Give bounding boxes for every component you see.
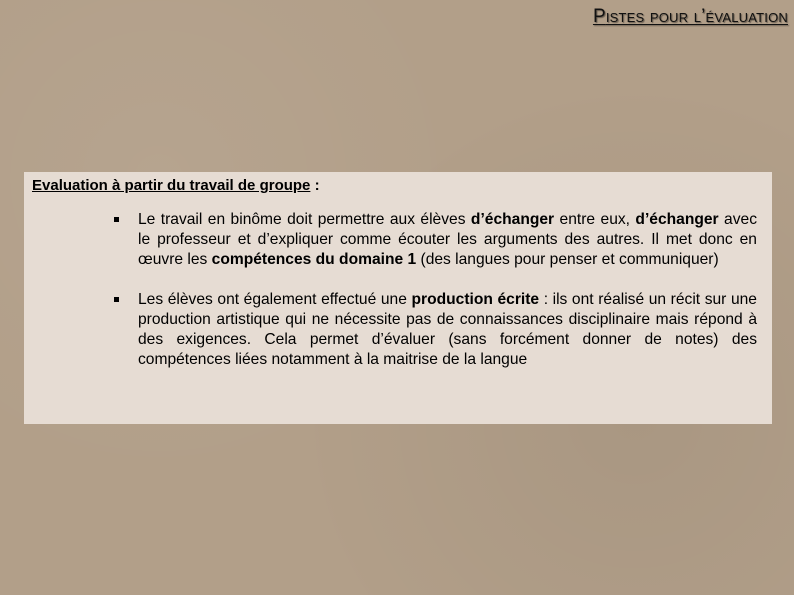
bullet-text: avec le professeur et d’expliquer comme écouter les arguments des autres. Il met donc en œuvre les xyxy=(138,211,757,268)
bullet-text: Le travail en binôme doit permettre aux élèves xyxy=(138,211,471,228)
bullet-text: : ils ont réalisé un récit sur une production artistique qui ne nécessite pas de connaissances disciplinaire mais répond à des exigences. Cela permet d’évaluer (sans forcément donner de notes) des compétences liées notamment à la maitrise de la langue xyxy=(138,291,757,368)
slide-title-initial: P xyxy=(592,6,606,27)
bullet-emphasis: production écrite xyxy=(411,291,540,308)
bullet-emphasis: d’échanger xyxy=(470,211,555,228)
square-bullet-icon xyxy=(114,217,119,222)
bullet-text: Les élèves ont également effectué une xyxy=(138,291,412,308)
box-heading-colon: : xyxy=(310,177,320,194)
slide-title-rest: istes pour l’évaluation xyxy=(605,6,788,27)
bullet-text: entre eux, xyxy=(554,211,636,228)
square-bullet-icon xyxy=(114,297,119,302)
bullet-emphasis: compétences du domaine 1 xyxy=(211,251,417,268)
box-heading xyxy=(32,176,757,196)
box-heading-text: Evaluation à partir du travail de groupe xyxy=(32,177,311,194)
content-box xyxy=(24,172,772,424)
bullet-list xyxy=(32,210,757,370)
bullet-text: (des langues pour penser et communiquer) xyxy=(416,251,719,268)
bullet-item-peer-work xyxy=(32,210,757,270)
slide-title xyxy=(593,6,788,28)
bullet-emphasis: d’échanger xyxy=(635,211,719,228)
bullet-item-written-production xyxy=(32,290,757,370)
